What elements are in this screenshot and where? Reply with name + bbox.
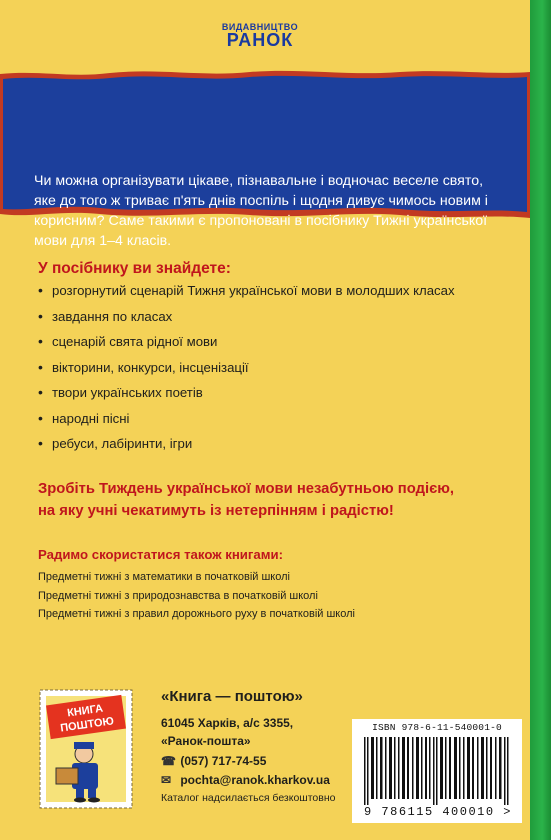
list-item: • твори українських поетів <box>38 380 455 406</box>
recommended-books <box>38 568 355 624</box>
phone-number: (057) 717-74-55 <box>180 754 267 768</box>
mail-address: 61045 Харків, а/с 3355, <box>161 716 294 730</box>
mail-order-title: «Книга — поштою» <box>161 688 303 705</box>
barcode-digits: 9 786115 400010 > <box>364 805 512 819</box>
list-item: • розгорнутий сценарій Тижня української мови в молодших класах <box>38 278 455 304</box>
stamp-illustration <box>38 688 134 810</box>
publisher-label: ВИДАВНИЦТВО <box>221 22 299 32</box>
recommend-heading: Радимо скористатися також книгами: <box>38 547 283 562</box>
features-heading: У посібнику ви знайдете: <box>38 260 231 277</box>
intro-band <box>0 70 530 249</box>
intro-text: Чи можна організувати цікаве, пізнавальне і водночас веселе свято, яке до того ж триває п'ять днів поспіль і щодня дивує чимось новим і корисним? Саме такими є пропоновані в посібнику Тижні української мови для 1–4 класів. <box>34 173 488 249</box>
list-item: • вікторини, конкурси, інсценізації <box>38 355 455 381</box>
publisher-name: РАНОК <box>226 30 294 50</box>
list-item: • сценарій свята рідної мови <box>38 329 455 355</box>
list-item: • завдання по класах <box>38 304 455 330</box>
isbn-barcode <box>352 719 522 823</box>
slogan <box>38 478 518 522</box>
stamp-line-2: ПОШТОЮ <box>59 715 115 735</box>
envelope-icon: ✉ <box>161 773 172 787</box>
list-item: • ребуси, лабіринти, ігри <box>38 431 455 457</box>
list-item: • народні пісні <box>38 406 455 432</box>
slogan-line-1: Зробіть Тиждень української мови незабутньою подією, <box>38 481 455 497</box>
catalog-note: Каталог надсилається безкоштовно <box>161 792 336 804</box>
email-line <box>161 773 330 787</box>
slogan-line-2: на яку учні чекатимуть із нетерпінням і радістю! <box>38 503 394 519</box>
phone-line <box>161 754 266 768</box>
green-spine-edge <box>529 0 551 840</box>
barcode-bars <box>362 737 512 805</box>
book-title: Предметні тижні з математики в початковій школі <box>38 571 290 583</box>
email-address: pochta@ranok.kharkov.ua <box>180 773 330 787</box>
book-title: Предметні тижні з правил дорожнього руху в початковій школі <box>38 608 355 620</box>
phone-icon: ☎ <box>161 754 176 768</box>
book-by-mail-stamp <box>38 688 134 810</box>
publisher-logo <box>215 22 305 48</box>
isbn-number: ISBN 978-6-11-540001-0 <box>372 722 502 733</box>
features-list <box>38 278 455 457</box>
book-title: Предметні тижні з природознавства в початковій школі <box>38 589 318 602</box>
stamp-line-1: КНИГА <box>66 702 104 720</box>
mail-recipient: «Ранок-пошта» <box>161 734 251 748</box>
